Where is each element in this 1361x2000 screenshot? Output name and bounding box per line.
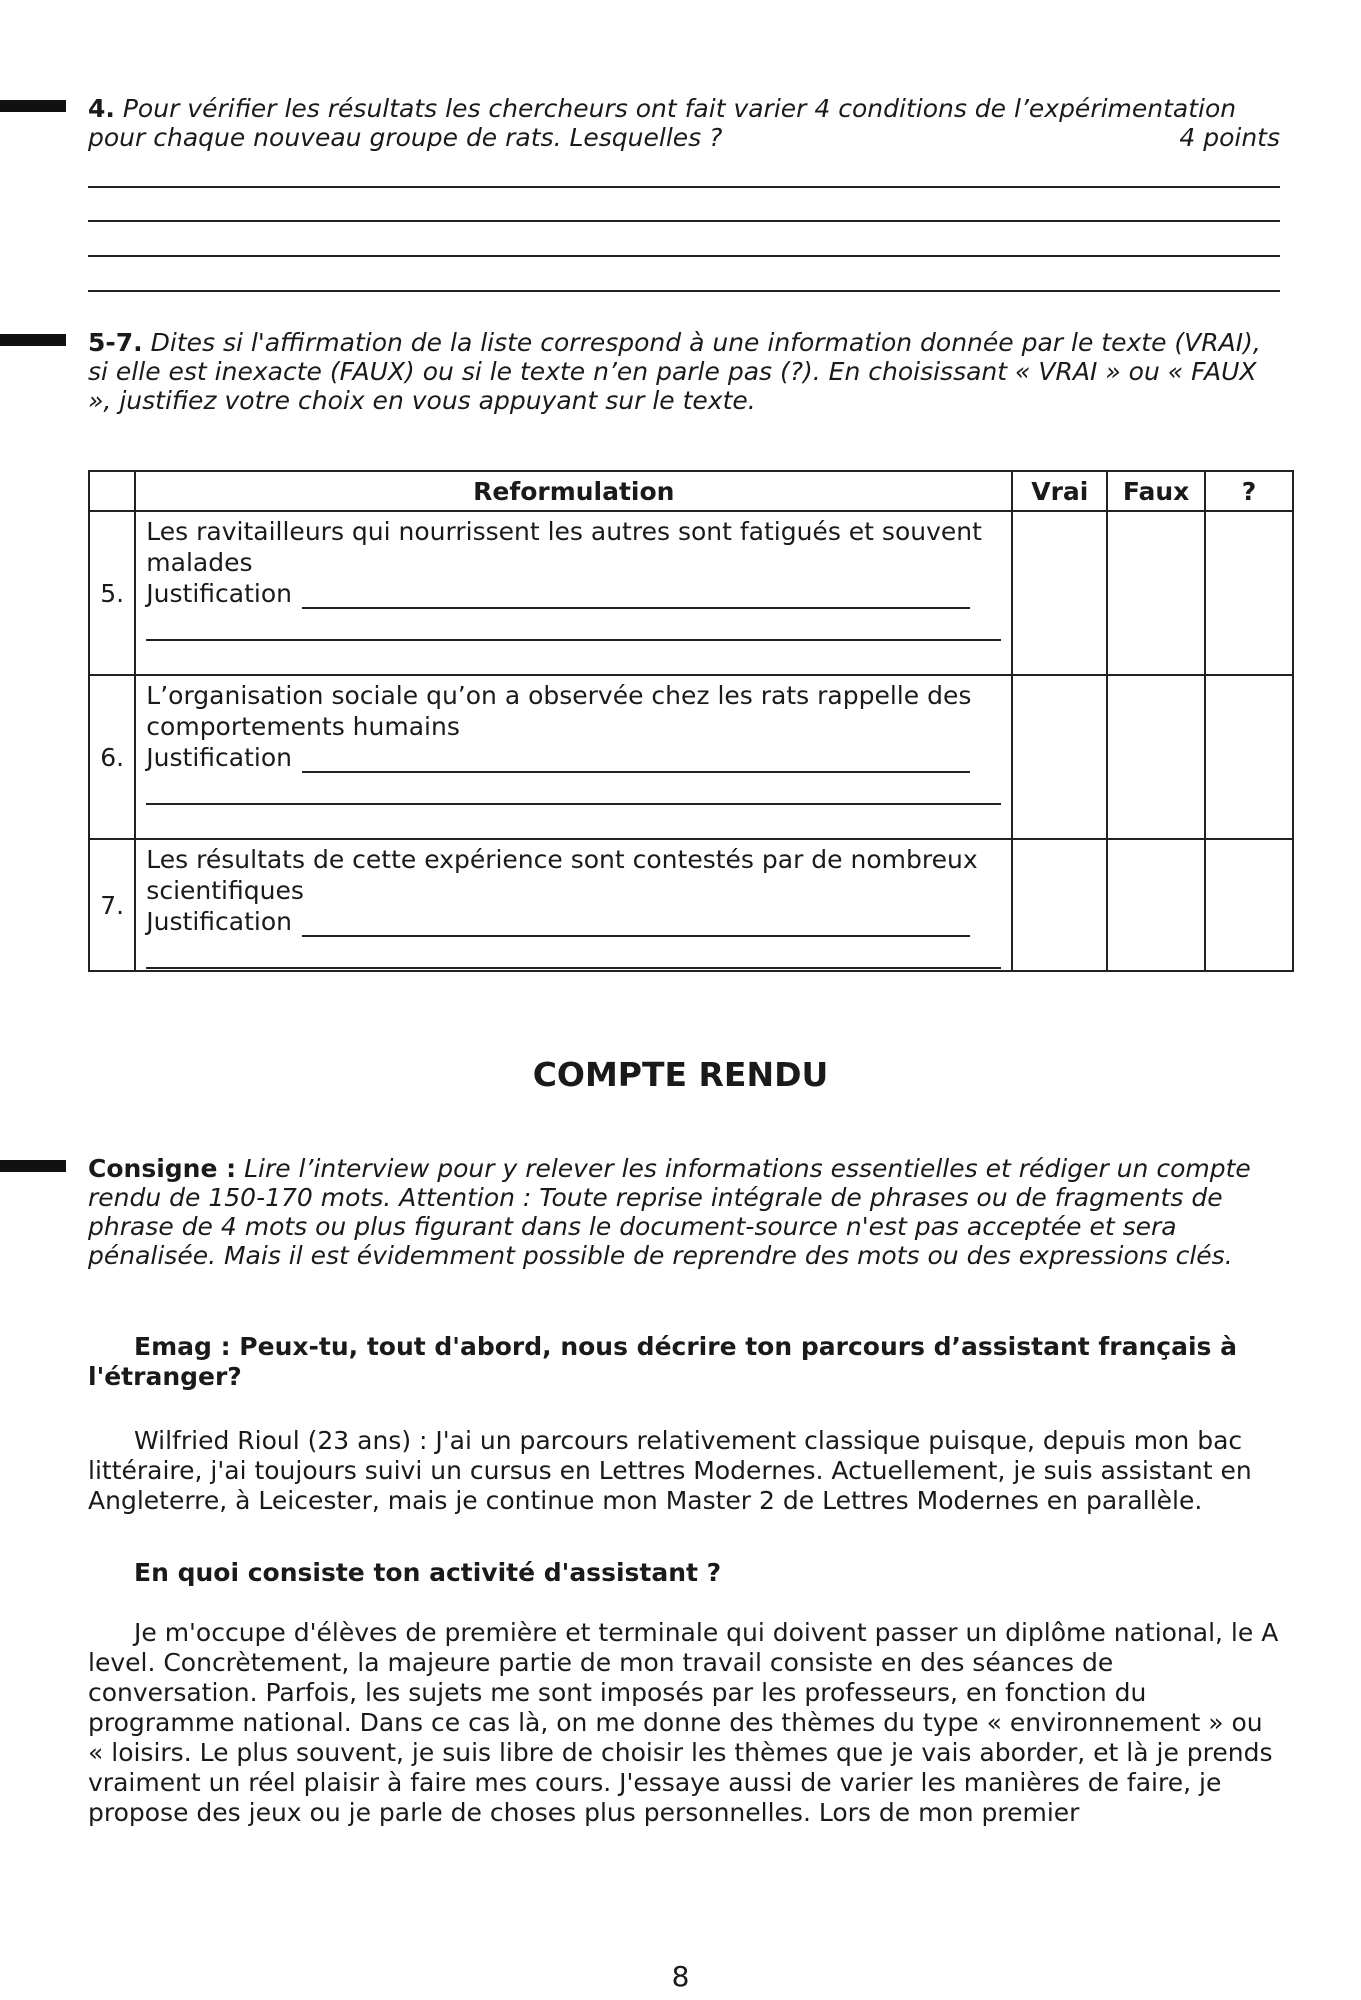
question-5-7 bbox=[88, 328, 1280, 415]
header-vrai: Vrai bbox=[1012, 471, 1107, 511]
answer-line[interactable] bbox=[88, 220, 1280, 222]
question-marker bbox=[0, 100, 66, 112]
interview-answer-1: Wilfried Rioul (23 ans) : J'ai un parcours relativement classique puisque, depuis mon bac littéraire, j'ai toujours suivi un cursus en Lettres Modernes. Actuellement, je suis assistant en Angleterre, à Leicester, mais je continue mon Master 2 de Lettres Modernes en parallèle. bbox=[88, 1426, 1252, 1515]
table-header-row bbox=[89, 471, 1293, 511]
statement-text: Les résultats de cette expérience sont contestés par de nombreux scientifiques bbox=[146, 845, 978, 905]
justification-label: Justification bbox=[146, 907, 292, 936]
question-5-7-text: Dites si l'affirmation de la liste correspond à une information donnée par le texte (VRAI), si elle est inexacte (FAUX) ou si le texte n’en parle pas (?). En choisissant « VRAI » ou « FAUX », justifiez votre choix en vous appuyant sur le texte. bbox=[88, 328, 1261, 415]
unknown-cell[interactable] bbox=[1205, 839, 1293, 971]
vrai-cell[interactable] bbox=[1012, 675, 1107, 839]
justification-line[interactable] bbox=[146, 609, 1001, 641]
unknown-cell[interactable] bbox=[1205, 511, 1293, 675]
row-number: 6. bbox=[89, 675, 135, 839]
interview-question-2: En quoi consiste ton activité d'assistant ? bbox=[134, 1558, 722, 1587]
true-false-table bbox=[88, 470, 1294, 972]
vrai-cell[interactable] bbox=[1012, 511, 1107, 675]
header-faux: Faux bbox=[1107, 471, 1205, 511]
question-4-number: 4. bbox=[88, 94, 115, 123]
justification-line[interactable] bbox=[302, 583, 970, 609]
consigne bbox=[88, 1154, 1280, 1270]
table-row bbox=[89, 675, 1293, 839]
faux-cell[interactable] bbox=[1107, 675, 1205, 839]
vrai-cell[interactable] bbox=[1012, 839, 1107, 971]
question-4 bbox=[88, 94, 1280, 152]
table-row bbox=[89, 839, 1293, 971]
justification-line[interactable] bbox=[302, 747, 970, 773]
answer-line[interactable] bbox=[88, 290, 1280, 292]
faux-cell[interactable] bbox=[1107, 511, 1205, 675]
consigne-marker bbox=[0, 1160, 66, 1172]
unknown-cell[interactable] bbox=[1205, 675, 1293, 839]
question-5-7-number: 5-7. bbox=[88, 328, 143, 357]
consigne-label: Consigne : bbox=[88, 1154, 237, 1183]
header-unknown: ? bbox=[1205, 471, 1293, 511]
interview-question-1: Emag : Peux-tu, tout d'abord, nous décrire ton parcours d’assistant français à l'étranger? bbox=[88, 1332, 1237, 1391]
row-number: 7. bbox=[89, 839, 135, 971]
question-4-text: Pour vérifier les résultats les chercheurs ont fait varier 4 conditions de l’expérimentation pour chaque nouveau groupe de rats. Lesquelles ? bbox=[88, 94, 1237, 152]
statement-cell bbox=[135, 511, 1012, 675]
question-4-points: 4 points bbox=[1179, 123, 1280, 152]
statement-cell bbox=[135, 675, 1012, 839]
justification-line[interactable] bbox=[146, 773, 1001, 805]
statement-text: Les ravitailleurs qui nourrissent les autres sont fatigués et souvent malades bbox=[146, 517, 982, 577]
answer-line[interactable] bbox=[88, 255, 1280, 257]
faux-cell[interactable] bbox=[1107, 839, 1205, 971]
header-reformulation: Reformulation bbox=[135, 471, 1012, 511]
header-number bbox=[89, 471, 135, 511]
consigne-text: Lire l’interview pour y relever les informations essentielles et rédiger un compte rendu de 150-170 mots. Attention : Toute reprise intégrale de phrases ou de fragments de phrase de 4 mots ou plus figurant dans le document-source n'est pas acceptée et sera pénalisée. Mais il est évidemment possible de reprendre des mots ou des expressions clés. bbox=[88, 1154, 1251, 1270]
interview-answer-2: Je m'occupe d'élèves de première et terminale qui doivent passer un diplôme national, le A level. Concrètement, la majeure partie de mon travail consiste en des séances de conversation. Parfois, les sujets me sont imposés par les professeurs, en fonction du programme national. Dans ce cas là, on me donne des thèmes du type « environnement » ou « loisirs. Le plus souvent, je suis libre de choisir les thèmes que je vais aborder, et là je prends vraiment un réel plaisir à faire mes cours. J'essaye aussi de varier les manières de faire, je propose des jeux ou je parle de choses plus personnelles. Lors de mon premier bbox=[88, 1618, 1279, 1827]
statement-text: L’organisation sociale qu’on a observée chez les rats rappelle des comportements humains bbox=[146, 681, 972, 741]
justification-line[interactable] bbox=[146, 937, 1001, 969]
justification-label: Justification bbox=[146, 743, 292, 772]
table-row bbox=[89, 511, 1293, 675]
row-number: 5. bbox=[89, 511, 135, 675]
page-number: 8 bbox=[671, 1960, 690, 1993]
statement-cell bbox=[135, 839, 1012, 971]
justification-line[interactable] bbox=[302, 911, 970, 937]
answer-line[interactable] bbox=[88, 186, 1280, 188]
section-title: COMPTE RENDU bbox=[532, 1055, 829, 1094]
question-marker bbox=[0, 334, 66, 346]
justification-label: Justification bbox=[146, 579, 292, 608]
